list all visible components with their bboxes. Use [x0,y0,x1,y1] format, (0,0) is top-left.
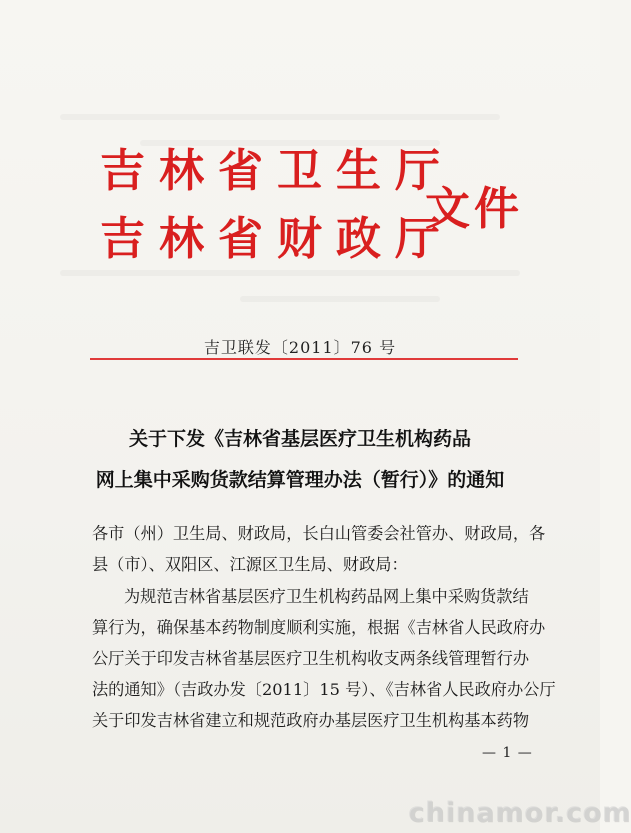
red-divider-rule [90,358,518,360]
page-number: — 1 — [482,745,533,761]
issuer-finance-department: 吉林省财政厅 [100,212,455,265]
paragraph-line: 公厅关于印发吉林省基层医疗卫生机构收支两条线管理暂行办 [92,649,530,668]
paragraph-line: 法的通知》（吉政办发〔2011〕15 号）、《吉林省人民政府办公厅 [92,680,556,699]
paragraph-line: 为规范吉林省基层医疗卫生机构药品网上集中采购货款结 [124,587,529,606]
addressee-block [92,518,546,580]
bleed-through-mark [60,114,500,120]
body-paragraph [92,581,556,736]
document-number: 吉卫联发〔2011〕76 号 [203,338,397,357]
addressee-line: 县（市）、双阳区、江源区卫生局、财政局： [92,555,408,574]
bleed-through-mark [240,296,440,302]
notice-title-line-1: 关于下发《吉林省基层医疗卫生机构药品 [128,428,471,450]
notice-title-line-2: 网上集中采购货款结算管理办法（暂行）》的通知 [95,469,505,491]
paragraph-line: 关于印发吉林省建立和规范政府办基层医疗卫生机构基本药物 [92,711,530,730]
issuer-health-department: 吉林省卫生厅 [100,144,455,197]
paragraph-line: 算行为，确保基本药物制度顺利实施，根据《吉林省人民政府办 [92,618,546,637]
watermark-text: chinamor.com [408,797,631,828]
document-word: 文件 [425,182,524,235]
addressee-line: 各市（州）卫生局、财政局，长白山管委会社管办、财政局，各 [92,524,546,543]
bleed-through-mark [60,270,520,276]
